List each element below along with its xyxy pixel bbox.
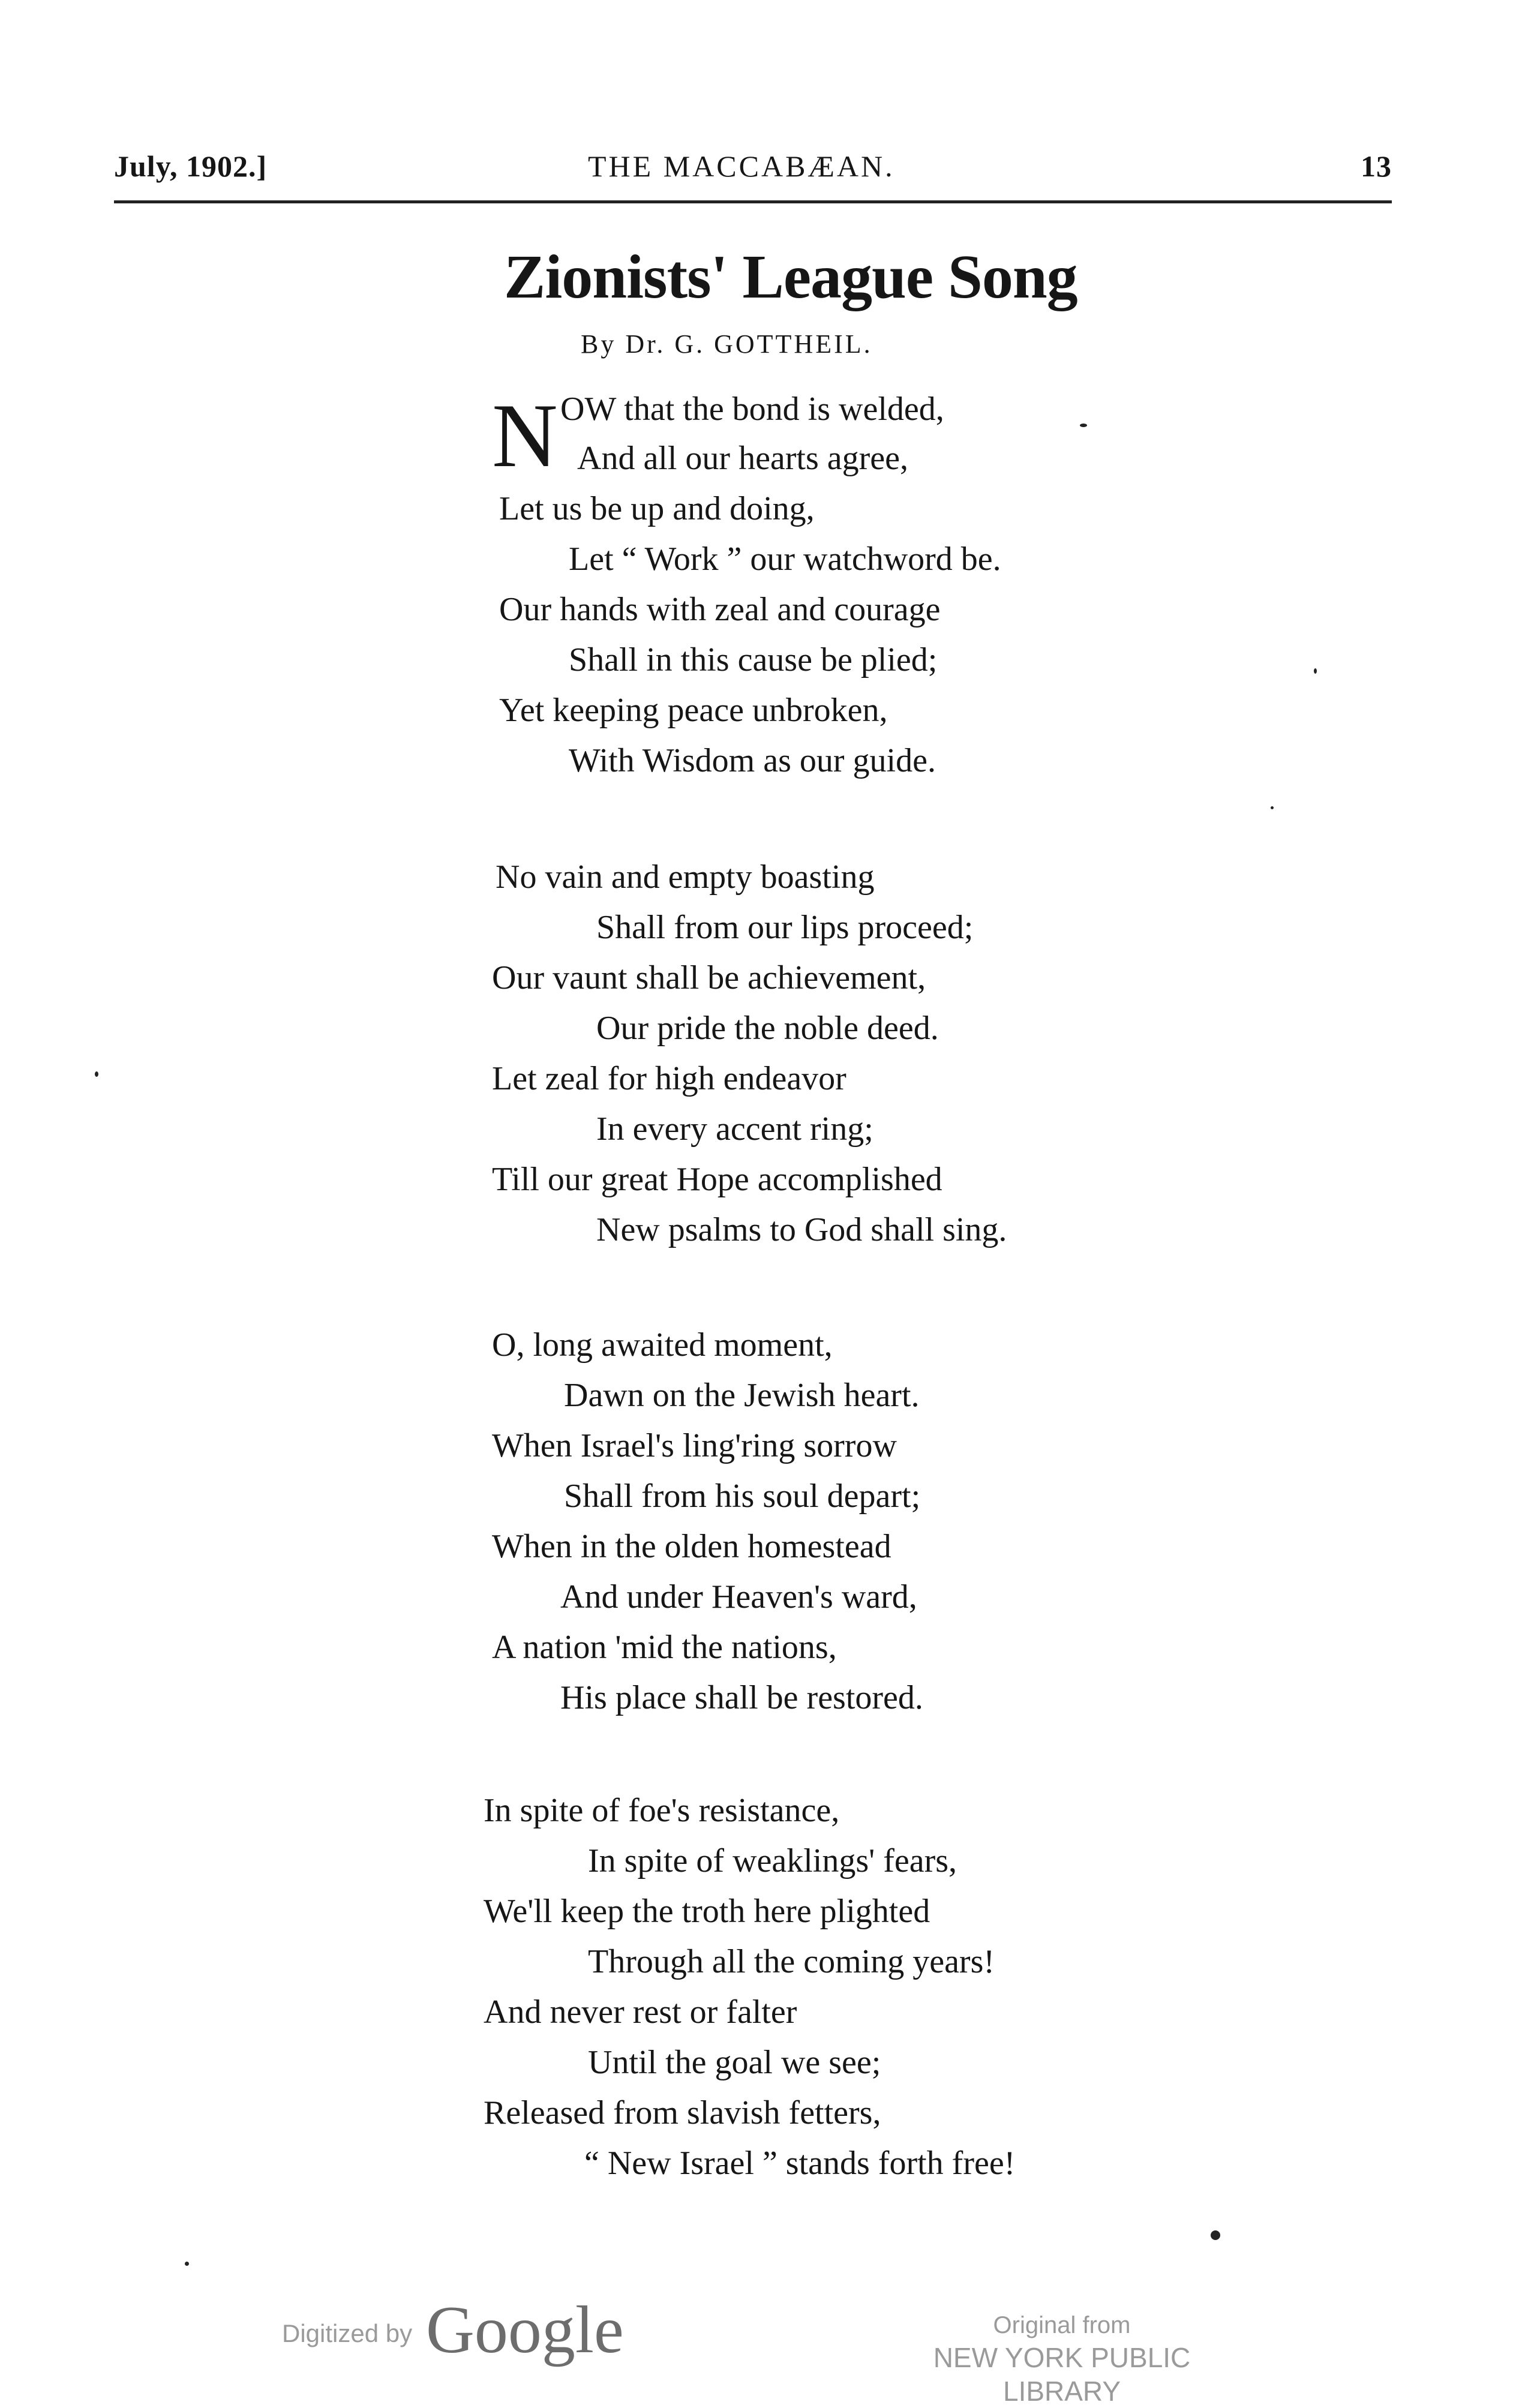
poem-line: When in the olden homestead — [492, 1528, 891, 1565]
original-from-label: Original from — [993, 2312, 1131, 2338]
poem-line: And never rest or falter — [484, 1993, 797, 2031]
poem-line: O, long awaited moment, — [492, 1326, 833, 1364]
poem-line: Let zeal for high endeavor — [492, 1060, 846, 1097]
source-credit — [876, 2310, 1248, 2408]
poem-line: Shall from his soul depart; — [564, 1478, 921, 1515]
poem-line: Our vaunt shall be achievement, — [492, 959, 926, 996]
poem-line: Shall in this cause be plied; — [569, 641, 938, 678]
poem-line: Till our great Hope accomplished — [492, 1161, 942, 1198]
poem-line: Until the goal we see; — [588, 2044, 881, 2081]
page-number: 13 — [1361, 149, 1392, 183]
poem-line: And under Heaven's ward, — [560, 1578, 917, 1616]
issue-date: July, 1902.] — [114, 149, 268, 183]
ink-speck — [1080, 424, 1087, 427]
poem-line: Our hands with zeal and courage — [499, 591, 941, 628]
drop-cap: N — [492, 385, 558, 486]
ink-speck — [1271, 806, 1274, 809]
poem-line: We'll keep the troth here plighted — [484, 1893, 930, 1930]
poem-line: A nation 'mid the nations, — [492, 1629, 837, 1666]
poem-line: Released from slavish fetters, — [484, 2094, 881, 2131]
poem-line: Through all the coming years! — [588, 1943, 995, 1980]
poem-line: “ New Israel ” stands forth free! — [584, 2145, 1016, 2182]
header-rule — [114, 200, 1392, 203]
poem-line: Let “ Work ” our watchword be. — [569, 541, 1001, 578]
digitized-by-label: Digitized by — [282, 2319, 413, 2347]
poem-line: Yet keeping peace unbroken, — [499, 692, 888, 729]
ink-speck — [1314, 668, 1317, 674]
poem-line: His place shall be restored. — [560, 1679, 923, 1716]
poem-line: In every accent ring; — [596, 1110, 873, 1148]
ink-speck — [1211, 2230, 1220, 2240]
poem-line: New psalms to God shall sing. — [596, 1211, 1007, 1248]
library-name: NEW YORK PUBLIC LIBRARY — [933, 2342, 1191, 2407]
poem-line: No vain and empty boasting — [496, 858, 875, 896]
poem-line: And all our hearts agree, — [577, 440, 908, 477]
poem-line: Shall from our lips proceed; — [596, 909, 974, 946]
poem-line: OW that the bond is welded, — [560, 391, 944, 428]
running-head — [114, 149, 1392, 191]
poem-line: In spite of weaklings' fears, — [588, 1842, 957, 1879]
poem-line: When Israel's ling'ring sorrow — [492, 1427, 897, 1464]
poem-title: Zionists' League Song — [504, 242, 1077, 311]
poem-line: Let us be up and doing, — [499, 490, 815, 527]
poem-line: Our pride the noble deed. — [596, 1010, 939, 1047]
google-logo: Google — [426, 2293, 624, 2367]
ink-speck — [185, 2262, 189, 2266]
ink-speck — [95, 1071, 98, 1077]
poem-line: Dawn on the Jewish heart. — [564, 1377, 920, 1414]
journal-title: THE MACCABÆAN. — [588, 149, 895, 183]
poem-byline: By Dr. G. GOTTHEIL. — [581, 329, 873, 359]
poem-line: In spite of foe's resistance, — [484, 1792, 840, 1829]
poem-line: With Wisdom as our guide. — [569, 742, 936, 779]
